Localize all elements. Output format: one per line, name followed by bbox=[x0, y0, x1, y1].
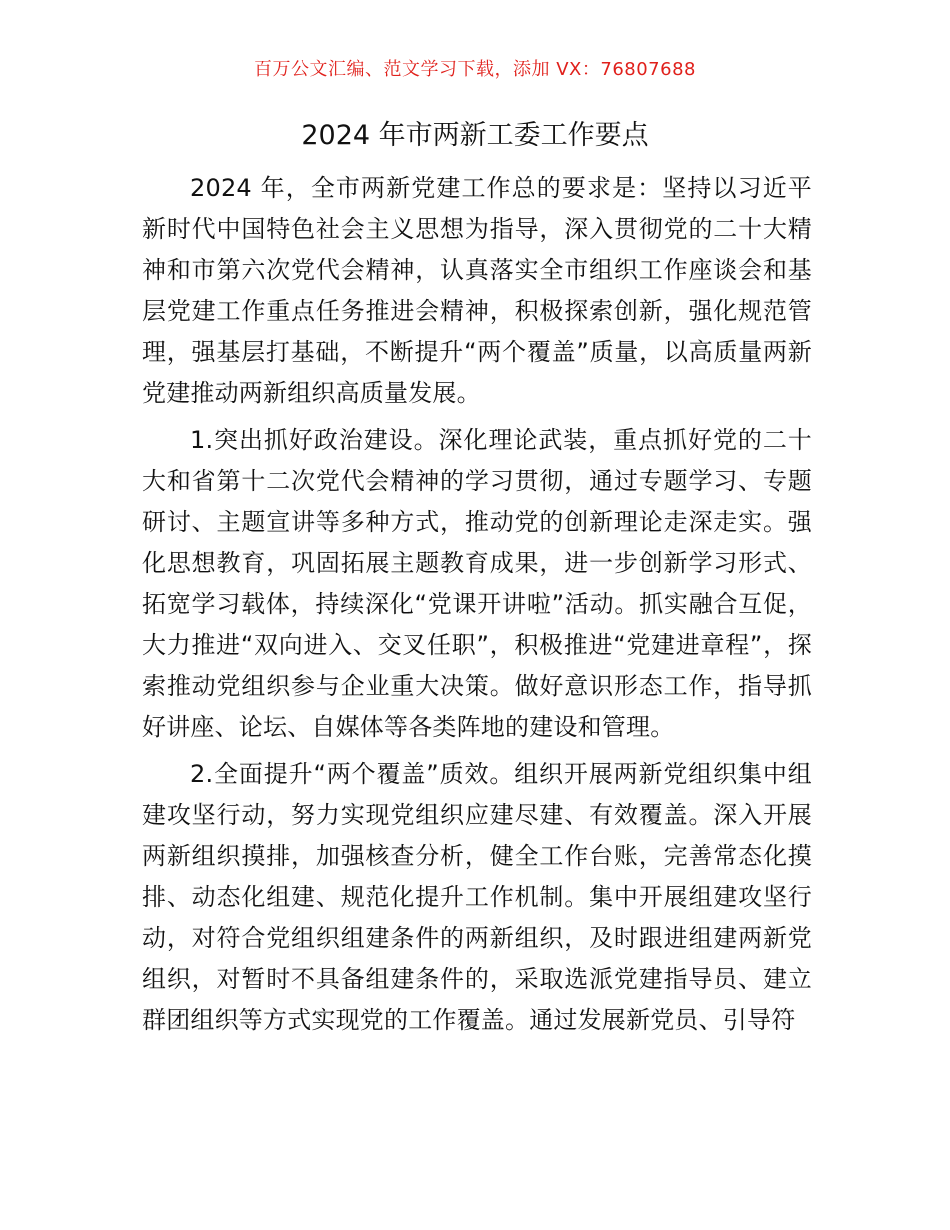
section-2-paragraph: 2.全面提升“两个覆盖”质效。组织开展两新党组织集中组建攻坚行动，努力实现党组织应建尽建、有效覆盖。深入开展两新组织摸排，加强核查分析，健全工作台账，完善常态化摸排、动态化组建、规范化提升工作机制。集中开展组建攻坚行动，对符合党组织组建条件的两新组织，及时跟进组建两新党组织，对暂时不具备组建条件的，采取选派党建指导员、建立群团组织等方式实现党的工作覆盖。通过发展新党员、引导符 bbox=[142, 760, 812, 1034]
page-title: 2024 年市两新工委工作要点 bbox=[301, 120, 649, 151]
intro-paragraph: 2024 年，全市两新党建工作总的要求是：坚持以习近平新时代中国特色社会主义思想为指导，深入贯彻党的二十大精神和市第六次党代会精神，认真落实全市组织工作座谈会和基层党建工作重点任务推进会精神，积极探索创新，强化规范管理，强基层打基础，不断提升“两个覆盖”质量，以高质量两新党建推动两新组织高质量发展。 bbox=[142, 174, 812, 407]
document-body bbox=[142, 168, 812, 1047]
header-watermark: 百万公文汇编、范文学习下载，添加 VX：76807688 bbox=[254, 59, 696, 80]
section-1-paragraph: 1.突出抓好政治建设。深化理论武装，重点抓好党的二十大和省第十二次党代会精神的学习贯彻，通过专题学习、专题研讨、主题宣讲等多种方式，推动党的创新理论走深走实。强化思想教育，巩固拓展主题教育成果，进一步创新学习形式、拓宽学习载体，持续深化“党课开讲啦”活动。抓实融合互促，大力推进“双向进入、交叉任职”，积极推进“党建进章程”，探索推动党组织参与企业重大决策。做好意识形态工作，指导抓好讲座、论坛、自媒体等各类阵地的建设和管理。 bbox=[142, 426, 812, 741]
